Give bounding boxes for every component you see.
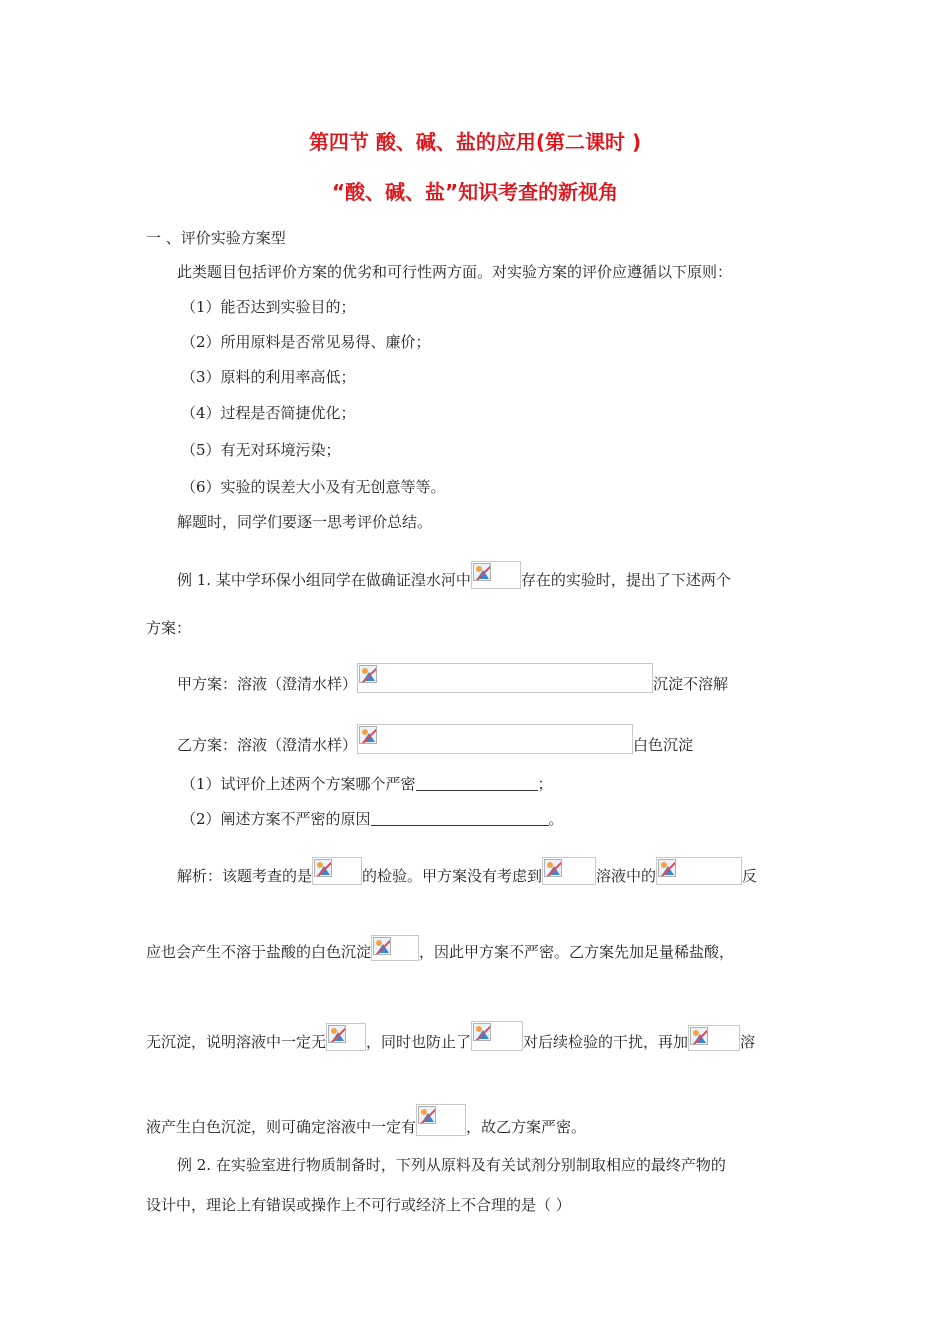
question-1 [181,774,553,794]
lesson-title: 第四节 酸、碱、盐的应用(第二课时 ) [308,130,642,154]
analysis-text: ，同时也防止了 [366,1033,472,1051]
example1-stem [177,561,731,590]
analysis-text: 反 [742,867,758,885]
plan-b [177,724,693,755]
formula-image-icon [371,935,419,961]
formula-image-icon [326,1023,366,1051]
analysis-text: 对后续检验的干扰，再加 [523,1033,689,1051]
section-heading: 一 、评价实验方案型 [146,229,286,247]
principle-item: （1）能否达到实验目的； [181,298,356,316]
formula-image-icon [688,1025,740,1051]
lesson-subtitle: “酸、碱、盐”知识考查的新视角 [331,180,619,204]
principle-item: （2）所用原料是否常见易得、廉价； [181,333,431,351]
plan-a-label: 甲方案：溶液（澄清水样） [177,675,358,693]
question-2-end: 。 [548,810,564,828]
question-2-text: （2）阐述方案不严密的原因 [181,810,371,828]
example1-stem-cont: 方案： [146,619,192,637]
example2-stem-cont: 设计中，理论上有错误或操作上不可行或经济上不合理的是（ ） [146,1196,571,1214]
analysis-text: ，故乙方案严密。 [466,1118,587,1136]
analysis-text: 液产生白色沉淀，则可确定溶液中一定有 [146,1118,417,1136]
plan-a [177,663,728,694]
example1-stem-text: 例 1. 某中学环保小组同学在做确证湟水河中 [177,571,471,589]
question-2 [181,809,564,829]
plan-a-result: 沉淀不溶解 [653,675,729,693]
analysis-text: 无沉淀，说明溶液中一定无 [146,1033,327,1051]
analysis-line [146,1104,586,1137]
analysis-text: ，因此甲方案不严密。乙方案先加足量稀盐酸， [419,943,735,961]
question-1-text: （1）试评价上述两个方案哪个严密 [181,775,416,793]
formula-image-icon [416,1104,466,1136]
plan-b-result: 白色沉淀 [633,736,694,754]
formula-image-icon [656,857,742,885]
analysis-line [146,935,734,962]
principle-item: （5）有无对环境污染； [181,441,341,459]
formula-image-icon [312,857,362,885]
reaction-arrow-image-icon [357,724,633,754]
formula-image-icon [471,1021,523,1051]
example2-stem: 例 2. 在实验室进行物质制备时，下列从原料及有关试剂分别制取相应的最终产物的 [177,1156,726,1174]
formula-image-icon [471,561,521,589]
example1-stem-text: 存在的实验时，提出了下述两个 [520,571,731,589]
analysis-text: 溶液中的 [596,867,657,885]
reaction-arrow-image-icon [357,663,653,693]
analysis-text: 溶 [740,1033,756,1051]
analysis-text: 解析：该题考查的是 [177,867,313,885]
principle-item: （6）实验的误差大小及有无创意等等。 [181,478,446,496]
analysis-text: 的检验。甲方案没有考虑到 [362,867,543,885]
principle-item: （3）原料的利用率高低； [181,368,356,386]
analysis-line [177,857,757,886]
principle-item: （4）过程是否简捷优化； [181,404,356,422]
answer-blank[interactable] [371,811,549,826]
formula-image-icon [542,857,596,885]
plan-b-label: 乙方案：溶液（澄清水样） [177,736,358,754]
section-intro: 此类题目包括评价方案的优劣和可行性两方面。对实验方案的评价应遵循以下原则： [177,263,733,281]
question-1-end: ； [537,775,553,793]
answer-blank[interactable] [416,776,538,791]
summary-text: 解题时，同学们要逐一思考评价总结。 [177,513,433,531]
analysis-text: 应也会产生不溶于盐酸的白色沉淀 [146,943,372,961]
analysis-line [146,1021,755,1052]
